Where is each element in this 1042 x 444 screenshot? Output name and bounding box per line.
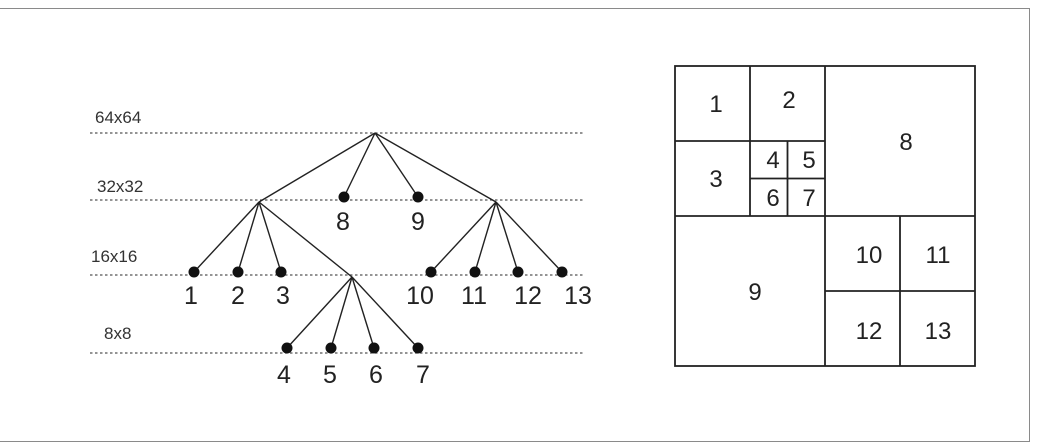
tree-label-6: 6 <box>369 361 383 389</box>
tree-label-1: 1 <box>184 282 198 310</box>
tree-label-11: 11 <box>461 282 487 310</box>
grid-label-7: 7 <box>802 185 816 212</box>
tree-label-2: 2 <box>231 282 245 310</box>
tree-node-8 <box>339 192 350 203</box>
tree-label-9: 9 <box>411 208 425 236</box>
tree-node-7 <box>413 343 424 354</box>
grid-label-1: 1 <box>709 91 723 118</box>
level-label-8x8: 8x8 <box>104 324 132 343</box>
tree-label-8: 8 <box>336 208 350 236</box>
grid-label-9: 9 <box>748 279 762 306</box>
tree-node-2 <box>233 267 244 278</box>
edge-C-6 <box>352 277 374 348</box>
edge-B-13 <box>496 202 562 272</box>
tree-node-13 <box>557 267 568 278</box>
edge-B-10 <box>431 202 496 272</box>
tree-label-5: 5 <box>323 361 337 389</box>
grid-label-5: 5 <box>802 147 816 174</box>
tree-node-4 <box>282 343 293 354</box>
grid-label-12: 12 <box>855 318 883 345</box>
tree-label-10: 10 <box>406 282 434 310</box>
tree-label-3: 3 <box>276 282 290 310</box>
tree-label-13: 13 <box>564 282 592 310</box>
tree-node-5 <box>326 343 337 354</box>
tree-edges <box>194 133 562 348</box>
level-label-64x64: 64x64 <box>95 108 142 127</box>
level-label-32x32: 32x32 <box>97 177 144 196</box>
edge-A-3 <box>259 202 281 272</box>
edge-C-4 <box>287 277 352 348</box>
grid-label-3: 3 <box>709 166 723 193</box>
edge-root-9 <box>375 133 418 197</box>
tree-label-12: 12 <box>514 282 542 310</box>
tree-label-4: 4 <box>277 361 291 389</box>
grid-label-10: 10 <box>855 242 883 269</box>
tree-node-6 <box>369 343 380 354</box>
grid-label-4: 4 <box>766 147 780 174</box>
tree-node-1 <box>189 267 200 278</box>
tree-node-3 <box>276 267 287 278</box>
tree-label-7: 7 <box>416 361 430 389</box>
level-label-16x16: 16x16 <box>91 247 138 266</box>
edge-B-12 <box>496 202 518 272</box>
edge-A-1 <box>194 202 259 272</box>
grid-label-8: 8 <box>899 129 913 156</box>
tree-node-11 <box>470 267 481 278</box>
grid-label-2: 2 <box>782 87 796 114</box>
edge-root-B <box>375 133 496 202</box>
tree-node-12 <box>513 267 524 278</box>
tree-node-9 <box>413 192 424 203</box>
grid-label-11: 11 <box>925 242 951 269</box>
grid-label-13: 13 <box>924 318 952 345</box>
tree-labels <box>184 208 592 389</box>
tree-node-10 <box>426 267 437 278</box>
grid-label-6: 6 <box>766 185 780 212</box>
